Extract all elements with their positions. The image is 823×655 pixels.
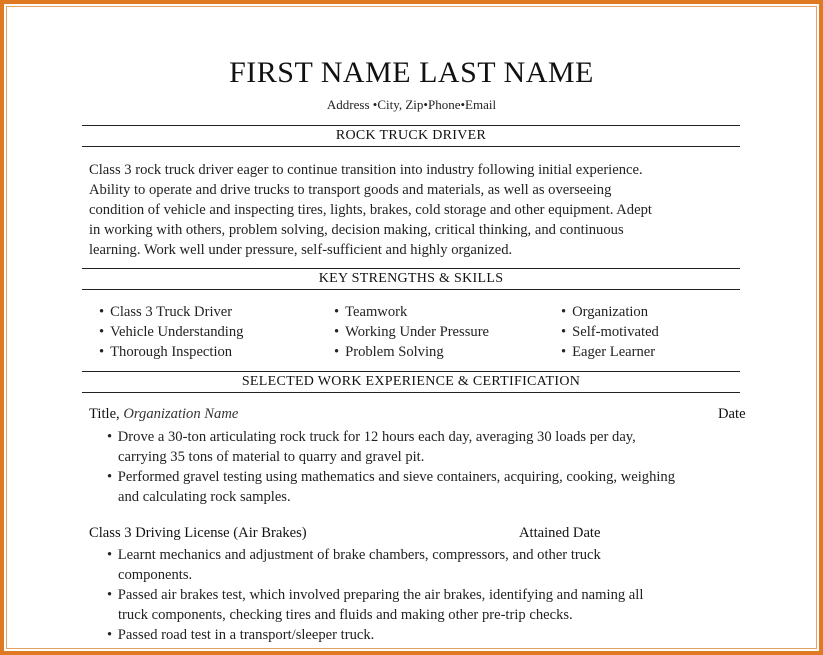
cert-date: Attained Date [519, 525, 601, 541]
bullet-text: components. [118, 567, 193, 583]
bullet-text: carrying 35 tons of material to quarry and gravel pit. [118, 449, 425, 465]
skill-item: • Self-motivated [561, 322, 659, 342]
job-organization: Organization Name [123, 406, 239, 422]
job-date: Date [718, 406, 746, 422]
list-item [97, 545, 717, 585]
cert-bullets [97, 545, 717, 645]
bullet-text: Passed air brakes test, which involved preparing the air brakes, identifying and naming all [117, 587, 644, 603]
skill-item: • Working Under Pressure [334, 322, 489, 342]
candidate-name: FIRST NAME LAST NAME [229, 56, 594, 89]
job-title-line [89, 406, 238, 423]
skill-item: • Eager Learner [561, 342, 659, 362]
job-title: Title [89, 406, 117, 422]
skill-item: • Class 3 Truck Driver [99, 302, 243, 322]
cert-title: Class 3 Driving License (Air Brakes) [89, 525, 307, 541]
skill-item: • Organization [561, 302, 659, 322]
list-item [97, 585, 717, 625]
skills-column-2 [334, 302, 489, 362]
bullet-text: and calculating rock samples. [118, 489, 291, 505]
skill-item: • Thorough Inspection [99, 342, 243, 362]
list-item [97, 625, 717, 645]
summary-line: learning. Work well under pressure, self-sufficient and highly organized. [89, 242, 513, 258]
summary-line: Class 3 rock truck driver eager to continue transition into industry following initial experience. [89, 162, 643, 178]
contact-line: Address •City, Zip•Phone•Email [326, 97, 497, 112]
bullet-text: truck components, checking tires and fluids and making other pre-trip checks. [118, 607, 573, 623]
job-title-separator: , [116, 406, 124, 422]
skill-item: • Problem Solving [334, 342, 489, 362]
skill-item: • Teamwork [334, 302, 489, 322]
bullet-text: Passed road test in a transport/sleeper truck. [117, 627, 375, 643]
list-item [97, 467, 717, 507]
list-item [97, 427, 717, 467]
summary-line: Ability to operate and drive trucks to transport goods and materials, as well as overseeing [89, 182, 612, 198]
summary-line: in working with others, problem solving, decision making, critical thinking, and continuous [89, 222, 624, 238]
skills-column-1 [99, 302, 243, 362]
bullet-text: Drove a 30-ton articulating rock truck for 12 hours each day, averaging 30 loads per day, [117, 429, 636, 445]
section-objective-title: ROCK TRUCK DRIVER [82, 125, 740, 147]
job-bullets [97, 427, 717, 507]
section-experience-title: SELECTED WORK EXPERIENCE & CERTIFICATION [82, 371, 740, 393]
bullet-text: Performed gravel testing using mathematics and sieve containers, acquiring, cooking, weighing [117, 469, 676, 485]
section-skills-title: KEY STRENGTHS & SKILLS [82, 268, 740, 290]
skill-item: • Vehicle Understanding [99, 322, 243, 342]
summary-line: condition of vehicle and inspecting tires, lights, brakes, cold storage and other equipment. Adept [89, 202, 652, 218]
summary-paragraph [89, 160, 729, 260]
skills-column-3 [561, 302, 659, 362]
bullet-text: Learnt mechanics and adjustment of brake chambers, compressors, and other truck [117, 547, 601, 563]
